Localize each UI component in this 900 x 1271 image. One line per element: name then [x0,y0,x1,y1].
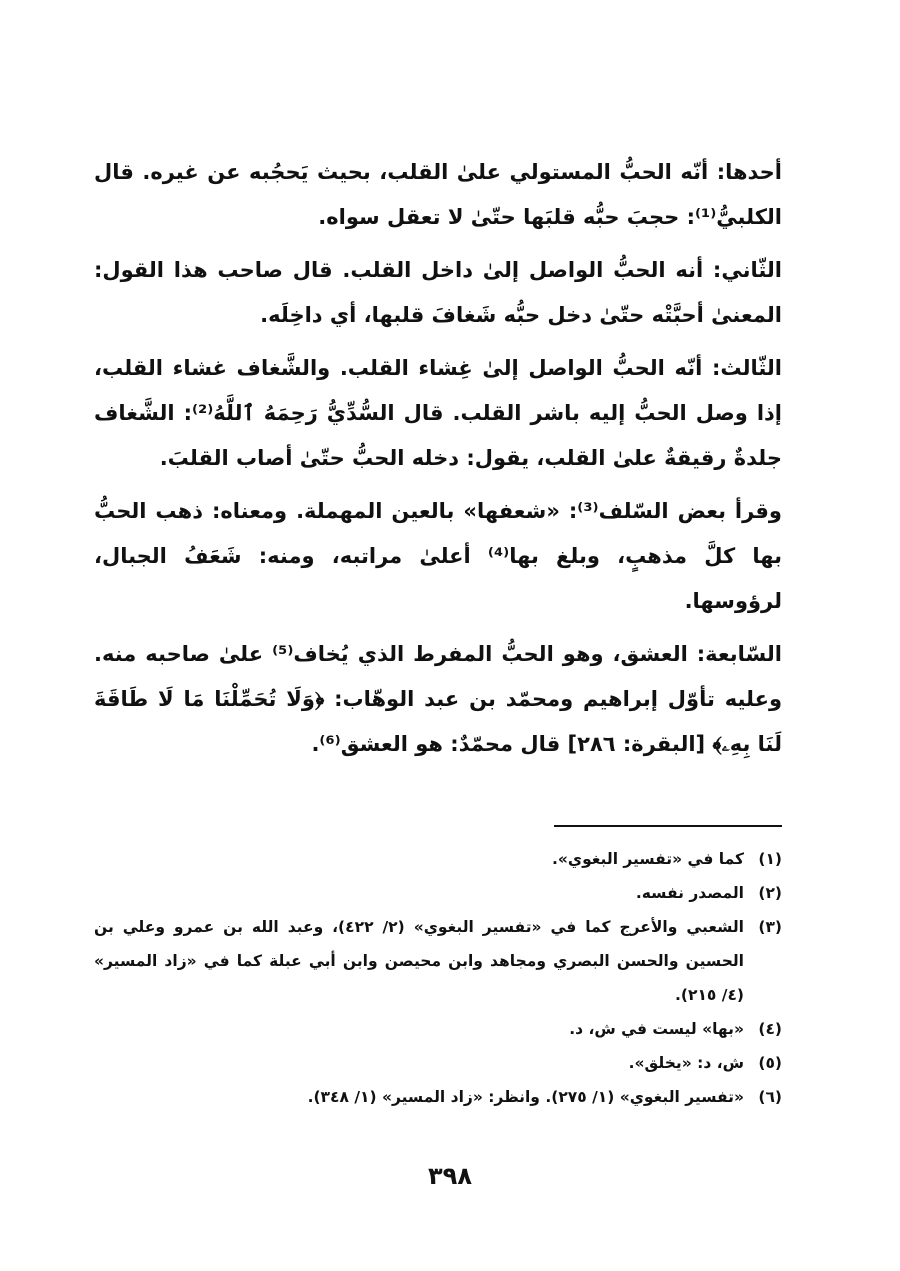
footnote-text: ش، د: «يخلق». [628,1054,744,1072]
footnote-text: «بها» ليست في ش، د. [569,1020,744,1038]
page-number: ٣٩٨ [428,1162,472,1190]
paragraph-2: الثّاني: أنه الحبُّ الواصل إلىٰ داخل القلب. قال صاحب هذا القول: المعنىٰ أحبَّتْه حتّىٰ دخل حبُّه شَغافَ قلبها، أي داخِلَه. [94,258,782,327]
footnote-number: (٦) [758,1088,782,1106]
footnote-item [94,1080,782,1114]
footnote-item [94,842,782,876]
footnote-item [94,876,782,910]
paragraph-1: أحدها: أنّه الحبُّ المستولي علىٰ القلب، بحيث يَحجُبه عن غيره. قال الكلبيُّ⁽¹⁾: حجبَ حبُّه قلبَها حتّىٰ لا تعقل سواه. [94,160,782,229]
footnote-number: (٣) [758,918,782,936]
main-text [94,150,782,775]
footnote-item [94,1046,782,1080]
footnote-text: «تفسير البغوي» (١/ ٢٧٥). وانظر: «زاد المسير» (١/ ٣٤٨). [307,1088,744,1106]
footnote-text: الشعبي والأعرج كما في «تفسير البغوي» (٢/ ٤٢٢)، وعبد الله بن عمرو وعلي بن الحسين والحسن البصري ومجاهد وابن محيصن وابن أبي عبلة كما في «زاد المسير» (٤/ ٢١٥). [94,918,744,1004]
footnote-text: كما في «تفسير البغوي». [551,850,744,868]
footnote-item [94,1012,782,1046]
paragraph-5: السّابعة: العشق، وهو الحبُّ المفرط الذي يُخاف⁽⁵⁾ علىٰ صاحبه منه. وعليه تأوّل إبراهيم ومحمّد بن عبد الوهّاب: ﴿وَلَا تُحَمِّلْنَا مَا لَا طَاقَةَ لَنَا بِهِۦ﴾ [البقرة: ٢٨٦] قال محمّدٌ: هو العشق⁽⁶⁾. [94,642,782,756]
footnote-separator [554,825,782,827]
footnote-number: (٥) [758,1054,782,1072]
footnote-item [94,910,782,1012]
footnote-text: المصدر نفسه. [635,884,744,902]
footnote-number: (١) [758,850,782,868]
paragraph-4: وقرأ بعض السّلف⁽³⁾: «شعفها» بالعين المهملة. ومعناه: ذهب الحبُّ بها كلَّ مذهبٍ، وبلغ بها⁽⁴⁾ أعلىٰ مراتبه، ومنه: شَعَفُ الجبال، لرؤوسها. [94,499,782,613]
paragraph-3: الثّالث: أنّه الحبُّ الواصل إلىٰ غِشاء القلب. والشَّغاف غشاء القلب، إذا وصل الحبُّ إليه باشر القلب. قال السُّدِّيُّ رَحِمَهُ ٱللَّهُ⁽²⁾: الشَّغاف جلدةٌ رقيقةٌ علىٰ القلب، يقول: دخله الحبُّ حتّىٰ أصاب القلبَ. [94,356,782,470]
footnote-number: (٤) [758,1020,782,1038]
footnotes [94,842,782,1114]
footnote-number: (٢) [758,884,782,902]
